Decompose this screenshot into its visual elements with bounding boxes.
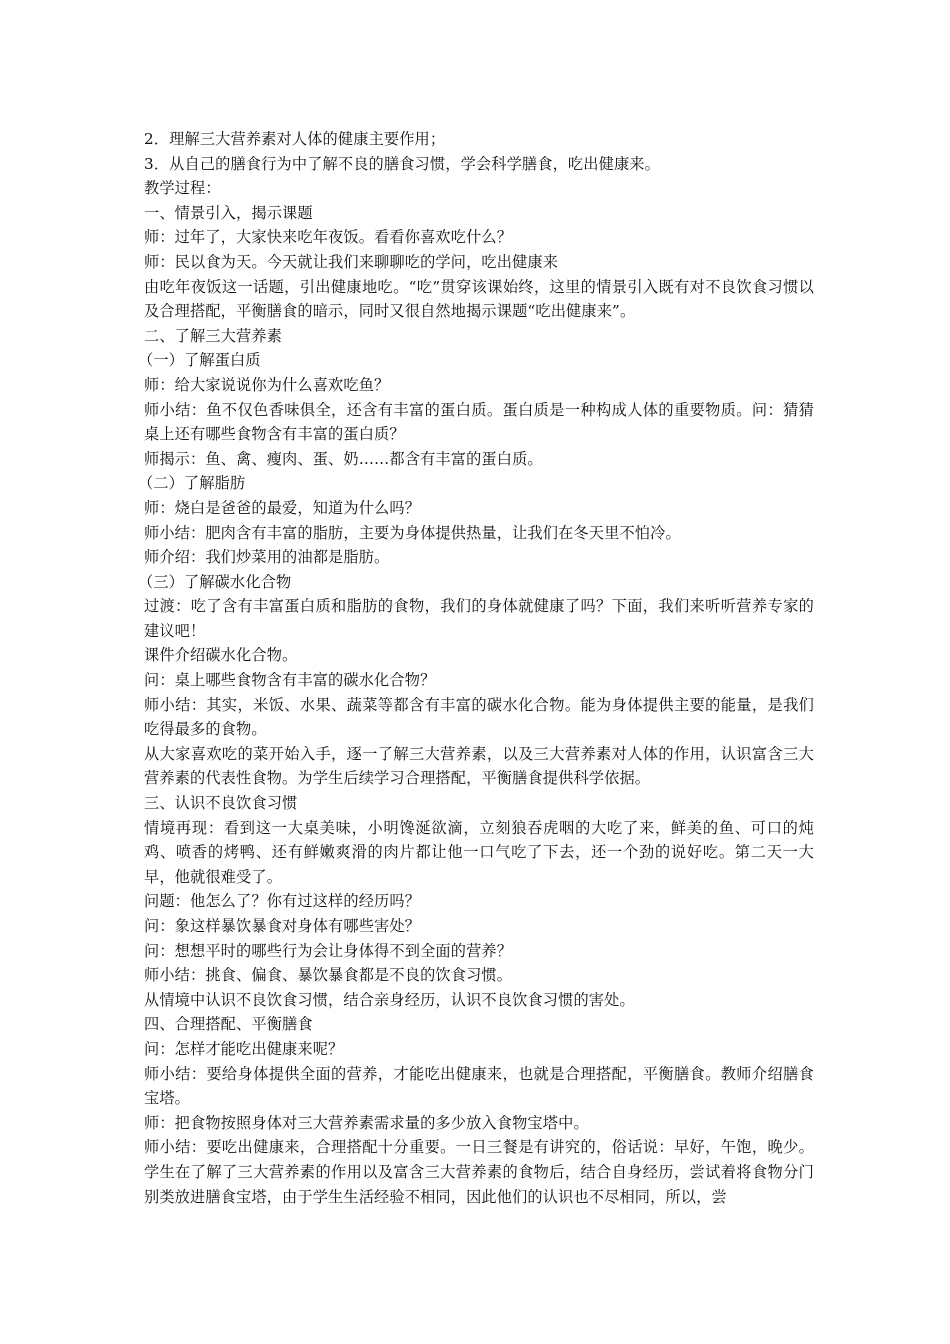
paragraph: 问：怎样才能吃出健康来呢？ bbox=[144, 1039, 344, 1058]
paragraph: 师：把食物按照身体对三大营养素需求量的多少放入食物宝塔中。 bbox=[144, 1113, 589, 1132]
paragraph: 师介绍：我们炒菜用的油都是脂肪。 bbox=[144, 548, 390, 567]
paragraph: 师小结：其实，米饭、水果、蔬菜等都含有丰富的碳水化合物。能为身体提供主要的能量，是我们吃得最多的食物。 bbox=[144, 695, 814, 739]
section-heading-1: 一、情景引入，揭示课题 bbox=[144, 203, 313, 222]
subsection-heading-protein: （一）了解蛋白质 bbox=[138, 351, 261, 370]
section-heading-4: 四、合理搭配、平衡膳食 bbox=[144, 1015, 313, 1034]
paragraph: 师：过年了，大家快来吃年夜饭。看看你喜欢吃什么？ bbox=[144, 228, 513, 247]
paragraph: 师小结：要吃出健康来，合理搭配十分重要。一日三餐是有讲究的，俗话说：早好，午饱，晚少。学生在了解了三大营养素的作用以及富含三大营养素的食物后，结合自身经历，尝试着将食物分门别类放进膳食宝塔，由于学生生活经验不相同，因此他们的认识也不尽相同，所以，尝 bbox=[144, 1138, 814, 1206]
paragraph: 师小结：要给身体提供全面的营养，才能吃出健康来，也就是合理搭配，平衡膳食。教师介绍膳食宝塔。 bbox=[144, 1064, 814, 1108]
paragraph: 从大家喜欢吃的菜开始入手，逐一了解三大营养素，以及三大营养素对人体的作用，认识富含三大营养素的代表性食物。为学生后续学习合理搭配，平衡膳食提供科学依据。 bbox=[144, 744, 814, 788]
paragraph: 过渡：吃了含有丰富蛋白质和脂肪的食物，我们的身体就健康了吗？下面，我们来听听营养专家的建议吧！ bbox=[144, 597, 814, 640]
paragraph: 师小结：鱼不仅色香味俱全，还含有丰富的蛋白质。蛋白质是一种构成人体的重要物质。问：猜猜桌上还有哪些食物含有丰富的蛋白质？ bbox=[144, 400, 814, 444]
paragraph: 问：想想平时的哪些行为会让身体得不到全面的营养？ bbox=[144, 941, 513, 960]
paragraph: 师：给大家说说你为什么喜欢吃鱼？ bbox=[144, 375, 390, 394]
paragraph: 情境再现：看到这一大桌美味，小明馋涎欲滴，立刻狼吞虎咽的大吃了来，鲜美的鱼、可口的炖鸡、喷香的烤鸭、还有鲜嫩爽滑的肉片都让他一口气吃了下去，还一个劲的说好吃。第二天一大早，他就很难受了。 bbox=[144, 818, 814, 886]
paragraph: 师：民以食为天。今天就让我们来聊聊吃的学问，吃出健康来 bbox=[144, 252, 559, 271]
section-heading-2: 二、了解三大营养素 bbox=[144, 326, 283, 345]
paragraph: 由吃年夜饭这一话题，引出健康地吃。“吃”贯穿该课始终，这里的情景引入既有对不良饮食习惯以及合理搭配，平衡膳食的暗示，同时又很自然地揭示课题“吃出健康来”。 bbox=[144, 277, 814, 321]
process-heading: 教学过程： bbox=[144, 179, 221, 198]
paragraph: 课件介绍碳水化合物。 bbox=[144, 646, 298, 665]
paragraph: 问：桌上哪些食物含有丰富的碳水化合物？ bbox=[144, 671, 436, 690]
paragraph: 问题：他怎么了？你有过这样的经历吗？ bbox=[144, 892, 421, 911]
objective-3: 3．从自己的膳食行为中了解不良的膳食习惯，学会科学膳食，吃出健康来。 bbox=[144, 154, 660, 173]
paragraph: 从情境中认识不良饮食习惯，结合亲身经历，认识不良饮食习惯的害处。 bbox=[144, 990, 635, 1009]
section-heading-3: 三、认识不良饮食习惯 bbox=[144, 794, 298, 813]
document-body bbox=[138, 127, 814, 1209]
paragraph: 问：象这样暴饮暴食对身体有哪些害处？ bbox=[144, 917, 421, 935]
paragraph: 师：烧白是爸爸的最爱，知道为什么吗？ bbox=[144, 498, 421, 517]
paragraph: 师揭示：鱼、禽、瘦肉、蛋、奶……都含有丰富的蛋白质。 bbox=[144, 449, 543, 468]
paragraph: 师小结：肥肉含有丰富的脂肪，主要为身体提供热量，让我们在冬天里不怕冷。 bbox=[144, 523, 681, 542]
subsection-heading-fat: （二）了解脂肪 bbox=[138, 474, 246, 493]
paragraph: 师小结：挑食、偏食、暴饮暴食都是不良的饮食习惯。 bbox=[144, 966, 513, 985]
subsection-heading-carbohydrate: （三）了解碳水化合物 bbox=[138, 572, 292, 591]
objective-2: 2．理解三大营养素对人体的健康主要作用； bbox=[144, 130, 446, 148]
